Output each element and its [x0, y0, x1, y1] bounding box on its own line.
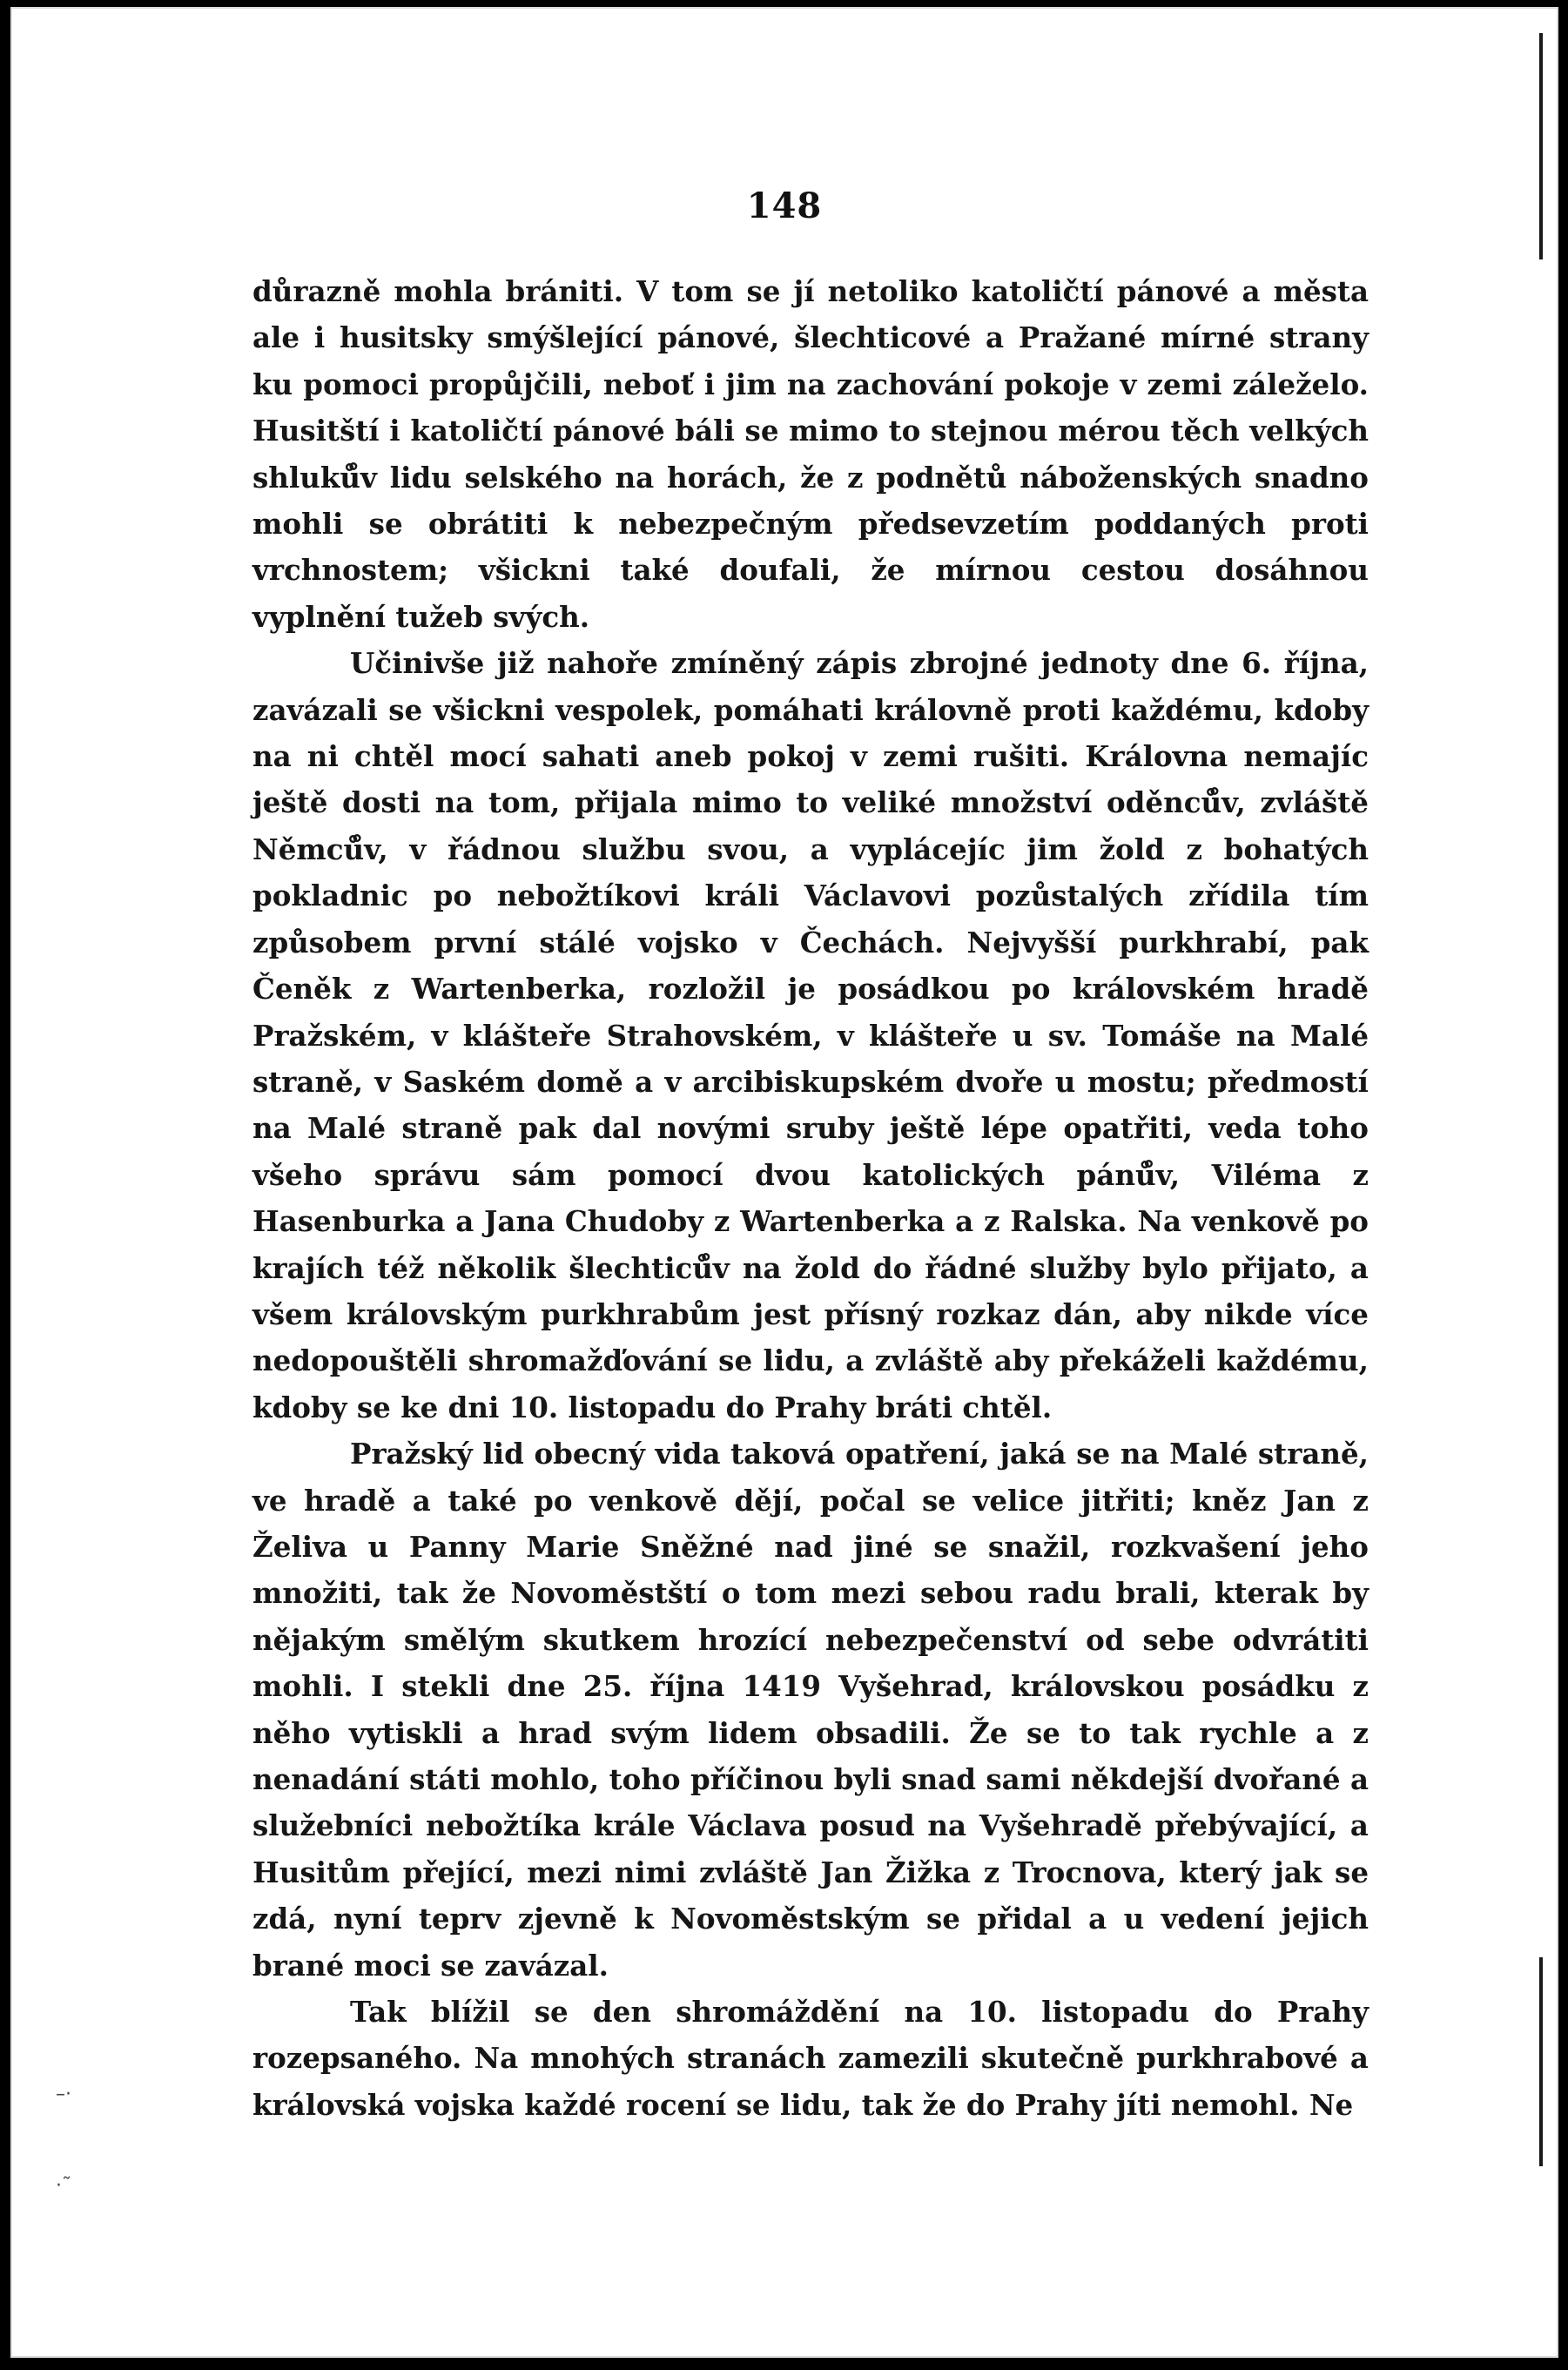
page-number: 148: [746, 185, 823, 226]
body-text: [252, 268, 1369, 2128]
scan-speck: ·˜: [56, 2175, 71, 2197]
paragraph-1: důrazně mohla brániti. V tom se jí netoliko katoličtí pánové a města ale i husitsky smýšlející pánové, šlechticové a Pražané mírné strany ku pomoci propůjčili, neboť i jim na zachování pokoje v zemi záleželo. Husitští i katoličtí pánové báli se mimo to stejnou mérou těch velkých shluků̊v lidu selského na horách, že z podnětů náboženských snadno mohli se obrátiti k nebezpečným předsevzetím poddaných proti vrchnostem; všickni také doufali, že mírnou cestou dosáhnou vyplnění tužeb svých.: [252, 274, 1369, 634]
book-page: [10, 7, 1558, 2358]
scan-speck: –·: [56, 2084, 71, 2105]
paragraph-3: Pražský lid obecný vida taková opatření, jaká se na Malé straně, ve hradě a také po venkově dějí, počal se velice jitřiti; kněz Jan z Želiva u Panny Marie Sněžné nad jiné se snažil, rozkvašení jeho množiti, tak že Novoměstští o tom mezi sebou radu brali, kterak by nějakým smělým skutkem hrozící nebezpečenství od sebe odvrátiti mohli. I stekli dne 25. října 1419 Vyšehrad, královskou posádku z něho vytiskli a hrad svým lidem obsadili. Že se to tak rychle a z nenadání státi mohlo, toho příčinou byli snad sami někdejší dvořané a služebníci nebožtíka krále Václava posud na Vyšehradě přebývající, a Husitům přející, mezi nimi zvláště Jan Žižka z Trocnova, který jak se zdá, nyní teprv zjevně k Novoměstským se přidal a u vedení jejich brané moci se zavázal.: [252, 1437, 1369, 1983]
scan-edge-shadow: [1539, 1957, 1543, 2166]
paragraph-2: Učinivše již nahoře zmíněný zápis zbrojné jednoty dne 6. října, zavázali se všickni vespolek, pomáhati královně proti každému, kdoby na ni chtěl mocí sahati aneb pokoj v zemi rušiti. Královna nemajíc ještě dosti na tom, přijala mimo to veliké množství oděnců̊v, zvláště Němců̊v, v řádnou službu svou, a vyplácejíc jim žold z bohatých pokladnic po nebožtíkovi králi Václavovi pozůstalých zřídila tím způsobem první stálé vojsko v Čechách. Nejvyšší purkhrabí, pak Čeněk z Wartenberka, rozložil je posádkou po královském hradě Pražském, v klášteře Strahovském, v klášteře u sv. Tomáše na Malé straně, v Saském domě a v arcibiskupském dvoře u mostu; předmostí na Malé straně pak dal novými sruby ještě lépe opatřiti, veda toho všeho správu sám pomocí dvou katolických pánů̊v, Viléma z Hasenburka a Jana Chudoby z Wartenberka a z Ralska. Na venkově po krajích též několik šlechticů̊v na žold do řádné služby bylo přijato, a všem královským purkhrabům jest přísný rozkaz dán, aby nikde více nedopouštěli shromažďování se lidu, a zvláště aby překáželi každému, kdoby se ke dni 10. listopadu do Prahy bráti chtěl.: [252, 646, 1369, 1424]
paragraph-4: Tak blížil se den shromáždění na 10. listopadu do Prahy rozepsaného. Na mnohých stranách zamezili skutečně purkhrabové a královská vojska každé rocení se lidu, tak že do Prahy jíti nemohl. Ne: [252, 1995, 1369, 2122]
